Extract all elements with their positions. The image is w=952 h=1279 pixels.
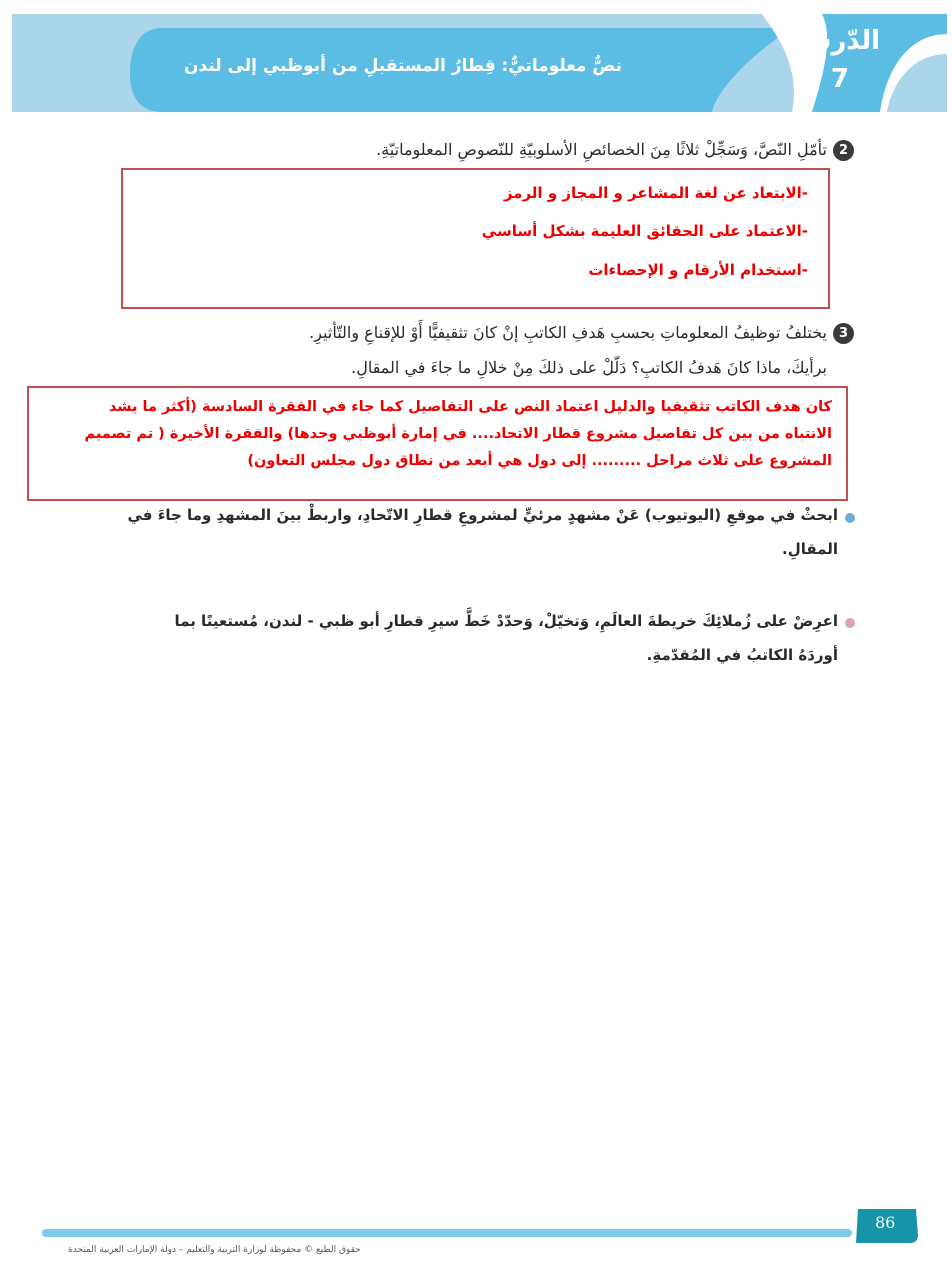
answer-2-line-1: -الابتعاد عن لغة المشاعر و المجاز و الرمز — [503, 184, 808, 202]
lesson-number: 7 — [830, 64, 849, 94]
answer-box-3[interactable] — [27, 386, 848, 501]
activity-1-line-2: المقالِ. — [782, 540, 838, 558]
question-3-line-1: يختلفُ توظيفُ المعلوماتِ بحسبِ هَدفِ الكاتبِ إنْ كانَ تثقيفيًّا أَوْ للإقناعِ والتّأثيرِ. — [309, 323, 827, 342]
footer-bar — [42, 1229, 852, 1237]
answer-3-line-2: الانتباه من بين كل تفاصيل مشروع قطار الاتحاد.... في إمارة أبوظبي وحدها) والفقرة الأخيرة ( تم تصميم — [84, 426, 832, 442]
page-number: 86 — [875, 1213, 896, 1232]
copyright-notice: حقوق الطبع © محفوظة لوزارة التربية والتعليم – دولة الإمارات العربية المتحدة — [68, 1245, 361, 1255]
lesson-label: الدّرسُ — [795, 26, 880, 56]
question-3-line-2: برأيكَ، ماذا كانَ هَدفُ الكاتبِ؟ دَلّلْ على ذلكَ مِنْ خلالِ ما جاءَ في المقالِ. — [351, 358, 827, 377]
question-2-number: 2 — [833, 140, 854, 161]
activity-1-line-1: ابحثْ في موقعِ (اليوتيوب) عَنْ مشهدٍ مرئيٍّ لمشروعِ قطارِ الاتّحادِ، واربطْ بينَ المشهدِ وما جاءَ في — [127, 506, 838, 524]
answer-2-line-2: -الاعتماد على الحقائق العليمة بشكل أساسي — [481, 222, 808, 240]
question-3-number: 3 — [833, 323, 854, 344]
answer-3-line-1: كان هدف الكاتب تثقيفيا والدليل اعتماد النص على التفاصيل كما جاء في الفقرة السادسة (أكثر ما يشد — [108, 399, 832, 415]
answer-2-line-3: -استخدام الأرقام و الإحصاءات — [588, 261, 808, 279]
answer-box-2[interactable] — [121, 168, 830, 309]
answer-3-line-3: المشروع على ثلاث مراحل ......... إلى دول هي أبعد من نطاق دول مجلس التعاون) — [247, 453, 832, 469]
question-2-text: تأمّلِ النّصَّ، وَسَجِّلْ ثلاثًا مِنَ الخصائصِ الأسلوبيّةِ للنّصوصِ المعلوماتيّةِ. — [376, 140, 827, 159]
lesson-title: نصٌّ معلوماتيٌّ: قِطارُ المستقبلِ من أبوظبي إلى لندن — [184, 56, 622, 76]
activity-2-bullet-icon — [845, 618, 855, 628]
activity-2-line-2: أوردَهُ الكاتبُ في المُقدّمةِ. — [646, 646, 838, 664]
activity-2-line-1: اعرِضْ على زُملائِكَ خريطةَ العالَمِ، وَتخيّلْ، وَحدّدْ خَطَّ سيرِ قطارِ أبو ظبي - لندن، مُستعينًا بما — [174, 612, 838, 630]
activity-1-bullet-icon — [845, 513, 855, 523]
